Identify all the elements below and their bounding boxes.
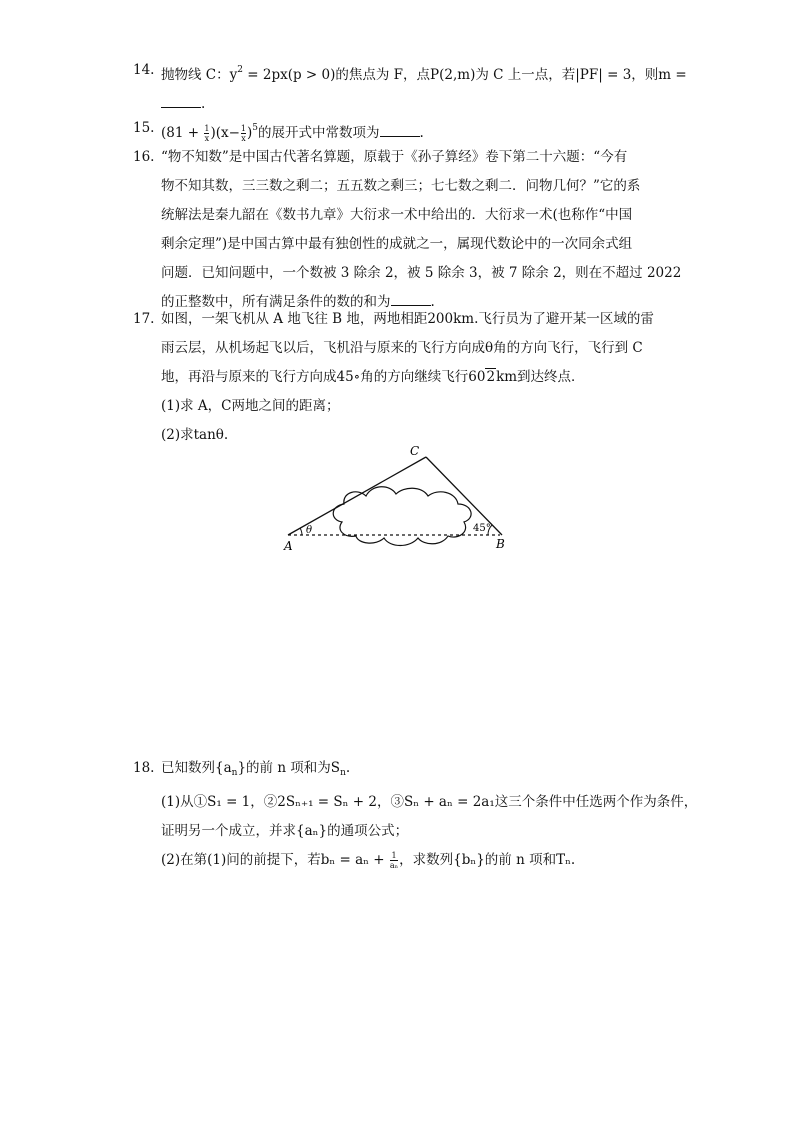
question-number: 14.	[133, 62, 155, 78]
question-14-line-2: .	[161, 90, 663, 119]
label-c: C	[410, 444, 420, 458]
question-18-line-1: 已知数列$\{a_n\}$的前 n 项和为$S_n$.	[161, 760, 351, 778]
question-16-line-4: 剩余定理”)是中国古算中最有独创性的成就之一，属现代数论中的一次同余式组	[161, 236, 633, 252]
question-17-line-2: 雨云层，从机场起飞以后，飞机沿与原来的飞行方向成θ角的方向飞行，飞行到 C	[161, 340, 643, 356]
fraction: $\frac{1}{x}$	[204, 124, 210, 143]
question-16-line-1: “物不知数”是中国古代著名算题，原载于《孙子算经》卷下第二十六题：“今有	[161, 149, 628, 165]
question-15-line-1: (81 + $\frac{1}{x}$ )(x− $\frac{1}{x}$ )$^5$的展开式中常数项为 .	[161, 123, 424, 143]
label-theta: θ	[306, 525, 313, 536]
question-17-line-3: 地，再沿与原来的飞行方向成45∘角的方向继续飞行602km到达终点．	[161, 369, 585, 385]
question-number: 17.	[133, 311, 155, 327]
question-17-part-2: (2)求tanθ.	[161, 427, 229, 443]
fraction: $\frac{1}{\text{aₙ}}$	[389, 851, 399, 870]
question-18-part-1-cont: 证明另一个成立，并求{aₙ}的通项公式；	[161, 823, 409, 839]
question-number: 18.	[133, 760, 155, 776]
label-a: A	[284, 539, 293, 553]
question-17	[133, 305, 663, 450]
fraction: $\frac{1}{x}$	[240, 124, 246, 143]
square-root: 2	[486, 369, 496, 385]
segment-ac	[288, 457, 426, 535]
question-18	[133, 754, 698, 875]
question-16-line-3: 统解法是秦九韶在《数书九章》大衍求一术中给出的．大衍求一术(也称作“中国	[161, 207, 633, 223]
question-18-part-2: (2)在第(1)问的前提下，若bₙ = aₙ + $\frac{1}{\text{aₙ}}$ ，求数列{bₙ}的前 n 项和Tₙ.	[161, 851, 576, 870]
question-number: 16.	[133, 149, 155, 165]
question-16-line-5: 问题．已知问题中，一个数被 3 除余 2，被 5 除余 3，被 7 除余 2，则在不超过 2022	[161, 265, 682, 281]
angle-theta-arc	[300, 528, 302, 535]
question-16-line-2: 物不知其数，三三数之剩二；五五数之剩三；七七数之剩二．问物几何？”它的系	[161, 178, 641, 194]
label-b: B	[496, 537, 505, 551]
flight-path-figure	[282, 442, 522, 557]
answer-blank[interactable]	[391, 291, 431, 306]
question-14-line-1: 抛物线 C：$y^2 = 2px(p > 0)$的焦点为 F，点P(2,m)为 C 上一点，若|PF| = 3，则m =	[161, 65, 687, 83]
question-17-part-1: (1)求 A，C两地之间的距离；	[161, 398, 340, 414]
question-16-line-6: 的正整数中，所有满足条件的数的和为 .	[161, 288, 663, 317]
answer-blank[interactable]	[161, 93, 201, 108]
cloud-shape	[333, 487, 471, 546]
question-18-part-1: (1)从①S₁ = 1，②2Sₙ₊₁ = Sₙ + 2，③Sₙ + aₙ = 2a₁这三个条件中任选两个作为条件，	[161, 794, 698, 810]
question-16	[133, 143, 682, 317]
question-14	[133, 56, 687, 119]
question-number: 15.	[133, 120, 155, 136]
question-17-line-1: 如图，一架飞机从 A 地飞往 B 地，两地相距200km.飞行员为了避开某一区域的雷	[161, 311, 654, 327]
answer-blank[interactable]	[380, 122, 420, 137]
label-45: 45°	[473, 523, 491, 534]
